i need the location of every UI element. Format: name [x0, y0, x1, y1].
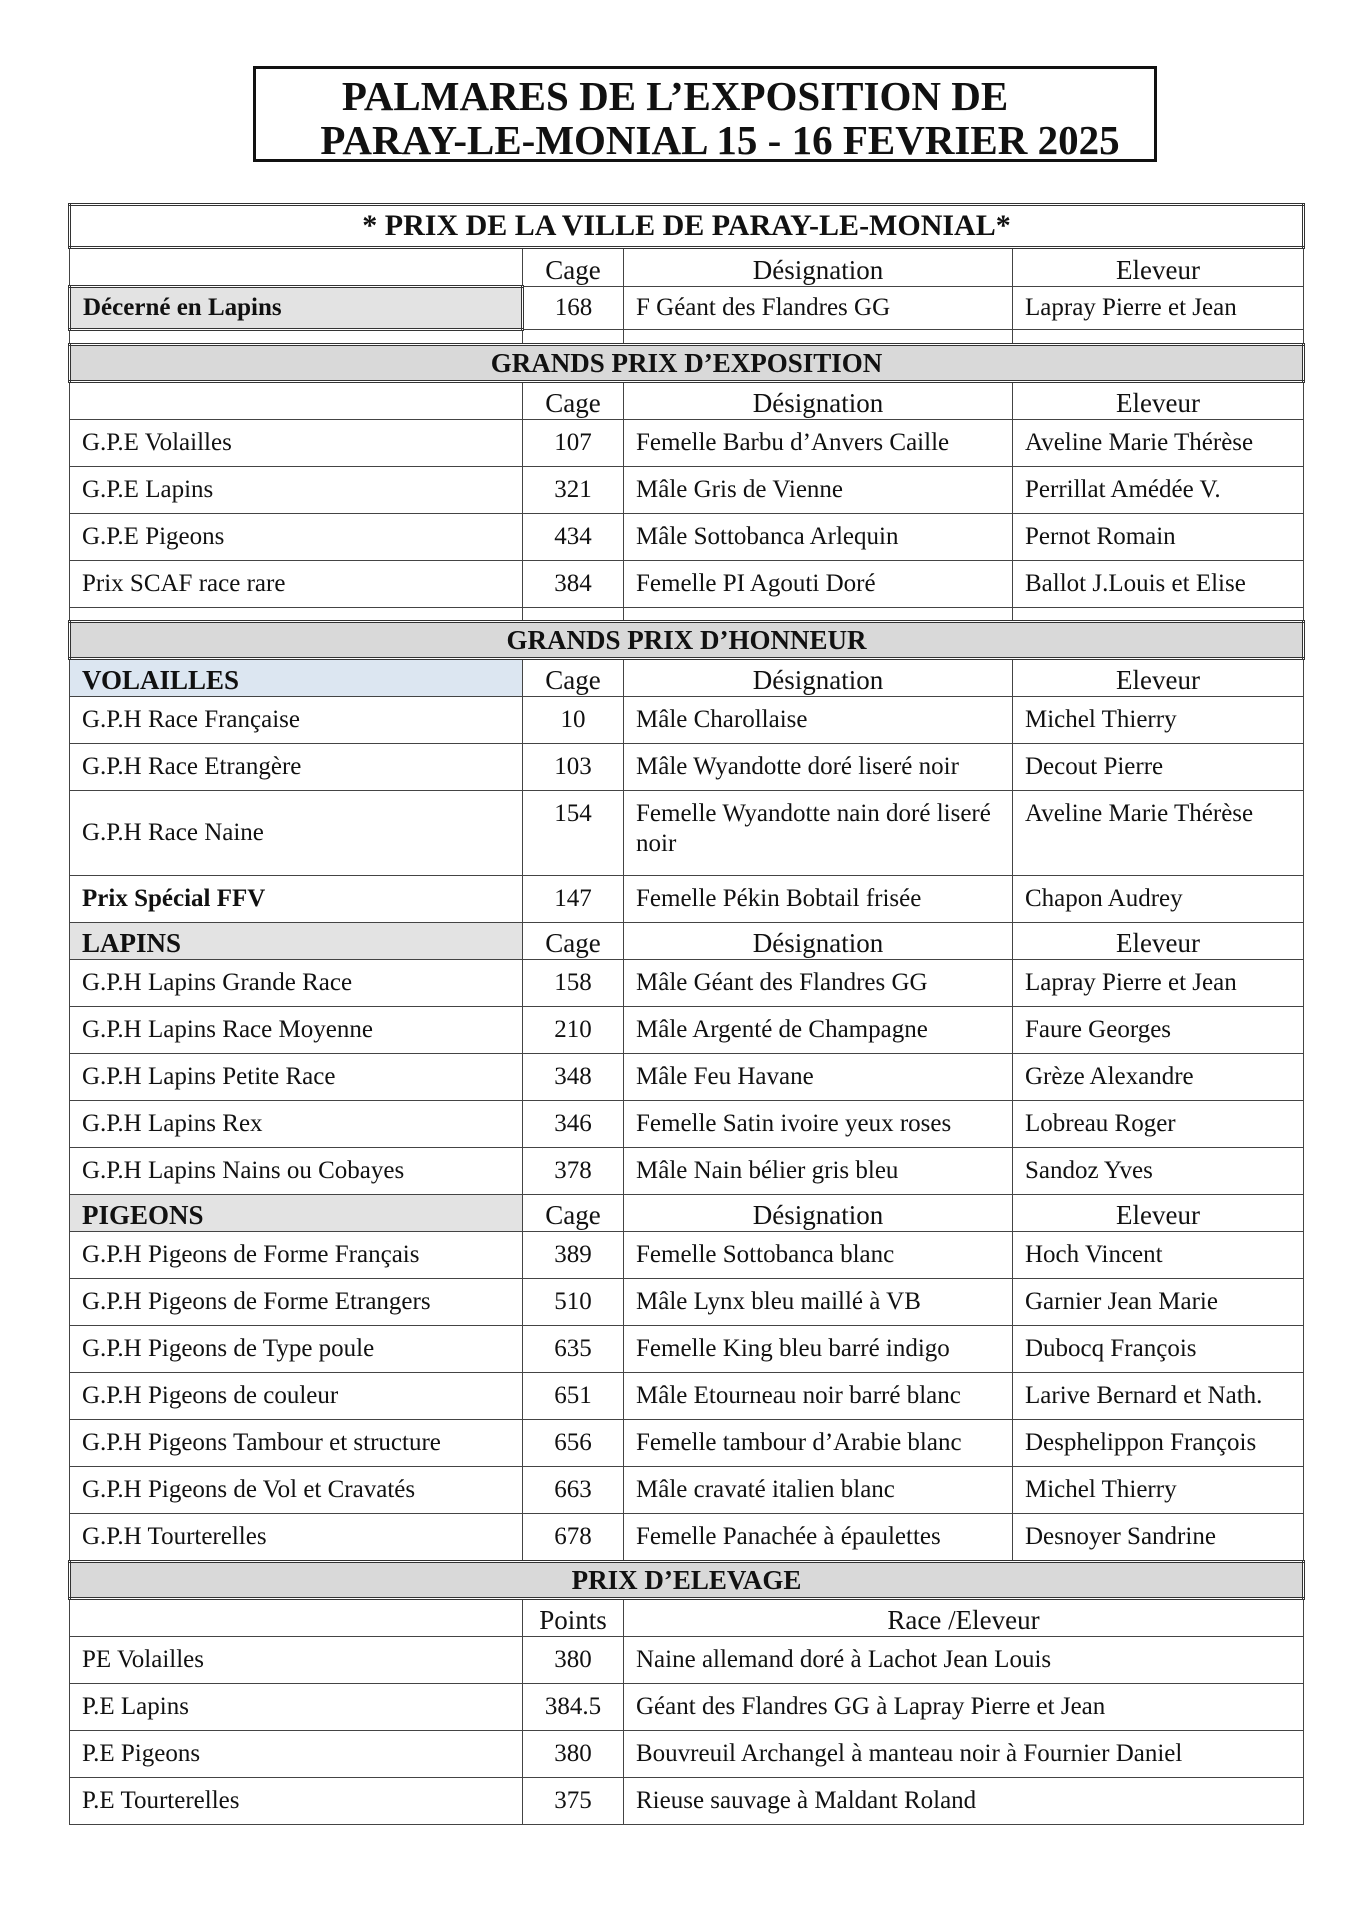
header-eleveur: Eleveur [1013, 659, 1304, 697]
row-cage: 210 [523, 1007, 624, 1054]
table-row [70, 1373, 1304, 1420]
gpe-header [70, 382, 1304, 420]
table-row [70, 1232, 1304, 1279]
row-label: Décerné en Lapins [70, 287, 523, 330]
row-label: G.P.H Pigeons de couleur [70, 1373, 523, 1420]
row-designation: Femelle tambour d’Arabie blanc [624, 1420, 1013, 1467]
row-label: G.P.H Race Etrangère [70, 744, 523, 791]
page-title [253, 66, 1157, 162]
row-label: G.P.H Lapins Race Moyenne [70, 1007, 523, 1054]
prix-ville-banner [70, 205, 1304, 248]
row-label: G.P.H Race Française [70, 697, 523, 744]
table-row [70, 1007, 1304, 1054]
row-cage: 103 [523, 744, 624, 791]
lapins-header [70, 923, 1304, 960]
header-cage: Cage [523, 248, 624, 287]
section-label: VOLAILLES [70, 659, 523, 697]
row-cage: 147 [523, 876, 624, 923]
row-eleveur: Decout Pierre [1013, 744, 1304, 791]
row-label: G.P.H Race Naine [70, 791, 523, 876]
row-eleveur: Sandoz Yves [1013, 1148, 1304, 1195]
spacer-row [70, 608, 1304, 622]
prix-ville-title: * PRIX DE LA VILLE DE PARAY-LE-MONIAL* [70, 205, 1304, 248]
table-row [70, 1731, 1304, 1778]
row-designation: Femelle PI Agouti Doré [624, 561, 1013, 608]
row-cage: 678 [523, 1514, 624, 1562]
row-label: P.E Pigeons [70, 1731, 523, 1778]
section-label: LAPINS [70, 923, 523, 960]
row-designation: Femelle Pékin Bobtail frisée [624, 876, 1013, 923]
elevage-title: PRIX D’ELEVAGE [70, 1562, 1304, 1599]
row-designation: Mâle Wyandotte doré liseré noir [624, 744, 1013, 791]
gph-title: GRANDS PRIX D’HONNEUR [70, 622, 1304, 659]
row-race-eleveur: Géant des Flandres GG à Lapray Pierre et Jean [624, 1684, 1304, 1731]
palmares-table [68, 203, 1305, 1825]
spacer-row [70, 330, 1304, 345]
row-eleveur: Desphelippon François [1013, 1420, 1304, 1467]
table-row [70, 1514, 1304, 1562]
table-row [70, 1148, 1304, 1195]
row-cage: 158 [523, 960, 624, 1007]
row-designation: Femelle Panachée à épaulettes [624, 1514, 1013, 1562]
row-eleveur: Faure Georges [1013, 1007, 1304, 1054]
spacer-cell [523, 330, 624, 345]
row-label: G.P.H Pigeons Tambour et structure [70, 1420, 523, 1467]
row-cage: 378 [523, 1148, 624, 1195]
row-cage: 168 [523, 287, 624, 330]
spacer-cell [624, 330, 1013, 345]
row-designation: Mâle Sottobanca Arlequin [624, 514, 1013, 561]
header-points: Points [523, 1599, 624, 1637]
table-row [70, 1279, 1304, 1326]
spacer-cell [624, 608, 1013, 622]
table-row [70, 960, 1304, 1007]
table-row [70, 1326, 1304, 1373]
row-eleveur: Hoch Vincent [1013, 1232, 1304, 1279]
row-label: Prix SCAF race rare [70, 561, 523, 608]
row-label: G.P.H Lapins Rex [70, 1101, 523, 1148]
header-designation: Désignation [624, 923, 1013, 960]
row-designation: Mâle Lynx bleu maillé à VB [624, 1279, 1013, 1326]
row-cage: 321 [523, 467, 624, 514]
table-row [70, 1684, 1304, 1731]
row-cage: 663 [523, 1467, 624, 1514]
row-cage: 651 [523, 1373, 624, 1420]
row-eleveur: Perrillat Amédée V. [1013, 467, 1304, 514]
row-designation: Femelle Barbu d’Anvers Caille [624, 420, 1013, 467]
header-eleveur: Eleveur [1013, 248, 1304, 287]
row-points: 384.5 [523, 1684, 624, 1731]
header-designation: Désignation [624, 1195, 1013, 1232]
header-cage: Cage [523, 659, 624, 697]
row-points: 380 [523, 1731, 624, 1778]
row-cage: 656 [523, 1420, 624, 1467]
row-label: P.E Tourterelles [70, 1778, 523, 1825]
row-designation: Mâle Etourneau noir barré blanc [624, 1373, 1013, 1420]
pigeons-header [70, 1195, 1304, 1232]
row-designation: Femelle King bleu barré indigo [624, 1326, 1013, 1373]
row-designation: Mâle Argenté de Champagne [624, 1007, 1013, 1054]
table-row [70, 876, 1304, 923]
row-eleveur: Michel Thierry [1013, 697, 1304, 744]
header-designation: Désignation [624, 382, 1013, 420]
table-row [70, 420, 1304, 467]
gpe-title: GRANDS PRIX D’EXPOSITION [70, 345, 1304, 382]
table-row [70, 1637, 1304, 1684]
row-cage: 348 [523, 1054, 624, 1101]
header-eleveur: Eleveur [1013, 1195, 1304, 1232]
title-line-2: PARAY-LE-MONIAL 15 - 16 FEVRIER 2025 [320, 117, 1120, 163]
section-label [70, 248, 523, 287]
spacer-cell [1013, 330, 1304, 345]
table-row [70, 561, 1304, 608]
table-row [70, 1467, 1304, 1514]
row-cage: 384 [523, 561, 624, 608]
table-row [70, 1054, 1304, 1101]
row-label: G.P.E Lapins [70, 467, 523, 514]
row-cage: 434 [523, 514, 624, 561]
row-label: G.P.H Lapins Petite Race [70, 1054, 523, 1101]
row-eleveur: Pernot Romain [1013, 514, 1304, 561]
elevage-header [70, 1599, 1304, 1637]
row-race-eleveur: Naine allemand doré à Lachot Jean Louis [624, 1637, 1304, 1684]
row-eleveur: Larive Bernard et Nath. [1013, 1373, 1304, 1420]
prix-ville-header [70, 248, 1304, 287]
row-eleveur: Grèze Alexandre [1013, 1054, 1304, 1101]
row-label: G.P.H Pigeons de Vol et Cravatés [70, 1467, 523, 1514]
row-eleveur: Garnier Jean Marie [1013, 1279, 1304, 1326]
row-eleveur: Aveline Marie Thérèse [1013, 420, 1304, 467]
row-cage: 346 [523, 1101, 624, 1148]
title-line-1: PALMARES DE L’EXPOSITION DE [341, 73, 1009, 119]
row-eleveur: Lobreau Roger [1013, 1101, 1304, 1148]
spacer-cell [70, 608, 523, 622]
row-designation: Mâle Charollaise [624, 697, 1013, 744]
table-row [70, 287, 1304, 330]
header-designation: Désignation [624, 659, 1013, 697]
row-designation: F Géant des Flandres GG [624, 287, 1013, 330]
header-cage: Cage [523, 923, 624, 960]
row-points: 380 [523, 1637, 624, 1684]
row-designation: Femelle Wyandotte nain doré liseré noir [624, 791, 1013, 876]
section-label: PIGEONS [70, 1195, 523, 1232]
spacer-cell [523, 608, 624, 622]
table-row [70, 1420, 1304, 1467]
row-eleveur: Aveline Marie Thérèse [1013, 791, 1304, 876]
row-label: PE Volailles [70, 1637, 523, 1684]
header-eleveur: Eleveur [1013, 382, 1304, 420]
row-eleveur: Lapray Pierre et Jean [1013, 287, 1304, 330]
table-row [70, 1101, 1304, 1148]
table-row [70, 744, 1304, 791]
row-label: G.P.H Pigeons de Forme Français [70, 1232, 523, 1279]
row-label: Prix Spécial FFV [70, 876, 523, 923]
row-label: G.P.H Pigeons de Type poule [70, 1326, 523, 1373]
section-label [70, 382, 523, 420]
table-row [70, 791, 1304, 876]
row-label: G.P.H Pigeons de Forme Etrangers [70, 1279, 523, 1326]
row-label: P.E Lapins [70, 1684, 523, 1731]
row-points: 375 [523, 1778, 624, 1825]
row-eleveur: Lapray Pierre et Jean [1013, 960, 1304, 1007]
row-cage: 635 [523, 1326, 624, 1373]
row-label: G.P.H Lapins Nains ou Cobayes [70, 1148, 523, 1195]
gpe-banner [70, 345, 1304, 382]
gph-banner [70, 622, 1304, 659]
row-cage: 107 [523, 420, 624, 467]
spacer-cell [1013, 608, 1304, 622]
spacer-cell [70, 330, 523, 345]
section-label [70, 1599, 523, 1637]
row-race-eleveur: Rieuse sauvage à Maldant Roland [624, 1778, 1304, 1825]
row-eleveur: Michel Thierry [1013, 1467, 1304, 1514]
header-race-eleveur: Race /Eleveur [624, 1599, 1304, 1637]
row-label: G.P.H Lapins Grande Race [70, 960, 523, 1007]
row-label: G.P.H Tourterelles [70, 1514, 523, 1562]
row-cage: 154 [523, 791, 624, 876]
row-cage: 10 [523, 697, 624, 744]
row-cage: 510 [523, 1279, 624, 1326]
header-cage: Cage [523, 382, 624, 420]
header-eleveur: Eleveur [1013, 923, 1304, 960]
table-row [70, 697, 1304, 744]
row-eleveur: Chapon Audrey [1013, 876, 1304, 923]
table-row [70, 1778, 1304, 1825]
table-row [70, 514, 1304, 561]
row-eleveur: Desnoyer Sandrine [1013, 1514, 1304, 1562]
row-designation: Mâle Nain bélier gris bleu [624, 1148, 1013, 1195]
row-eleveur: Dubocq François [1013, 1326, 1304, 1373]
row-label: G.P.E Pigeons [70, 514, 523, 561]
row-race-eleveur: Bouvreuil Archangel à manteau noir à Fournier Daniel [624, 1731, 1304, 1778]
row-eleveur: Ballot J.Louis et Elise [1013, 561, 1304, 608]
row-cage: 389 [523, 1232, 624, 1279]
table-row [70, 467, 1304, 514]
row-designation: Mâle Feu Havane [624, 1054, 1013, 1101]
row-designation: Femelle Satin ivoire yeux roses [624, 1101, 1013, 1148]
volailles-header [70, 659, 1304, 697]
header-designation: Désignation [624, 248, 1013, 287]
row-designation: Mâle Gris de Vienne [624, 467, 1013, 514]
row-designation: Femelle Sottobanca blanc [624, 1232, 1013, 1279]
row-designation: Mâle cravaté italien blanc [624, 1467, 1013, 1514]
row-label: G.P.E Volailles [70, 420, 523, 467]
elevage-banner [70, 1562, 1304, 1599]
header-cage: Cage [523, 1195, 624, 1232]
row-designation: Mâle Géant des Flandres GG [624, 960, 1013, 1007]
